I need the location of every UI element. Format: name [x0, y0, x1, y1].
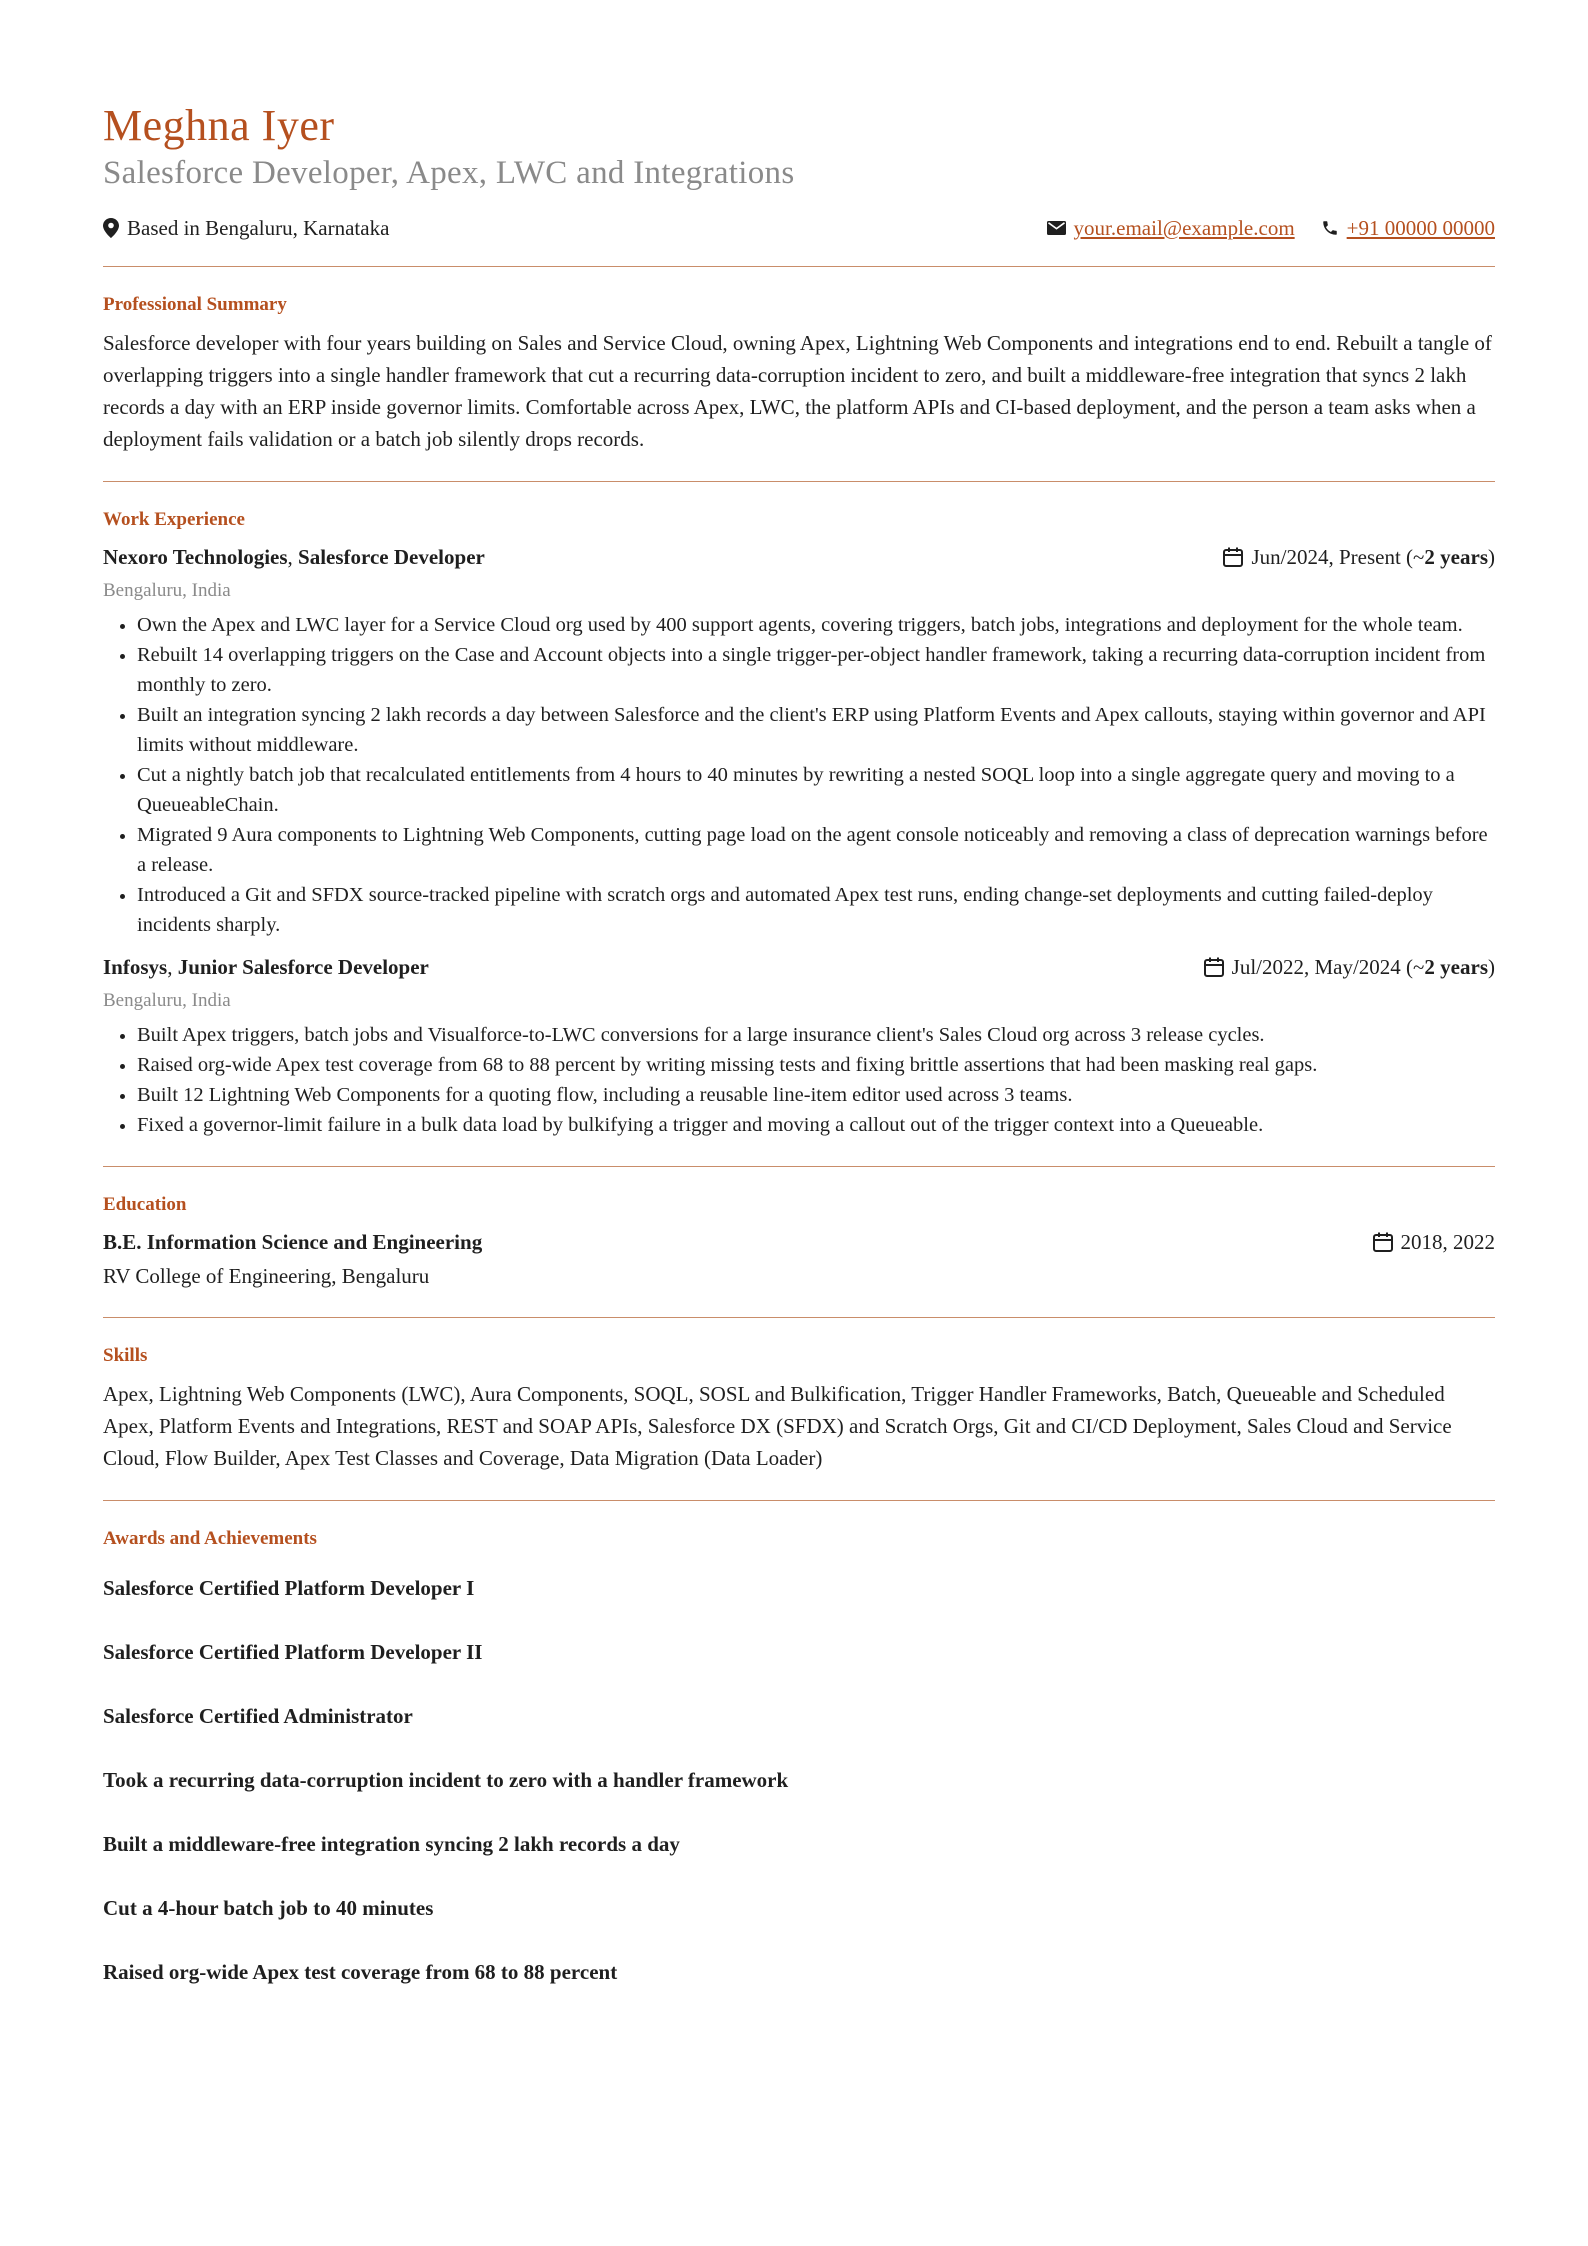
location-text: Based in Bengaluru, Karnataka — [127, 216, 390, 240]
summary-text: Salesforce developer with four years building on Sales and Service Cloud, owning Apex, Lightning Web Components and integrations end to end. Rebuilt a tangle of overlapping triggers into a single handler framework that cut a recurring data-corruption incident to zero, and built a middleware-free integration that syncs 2 lakh records a day with an ERP inside governor limits. Comfortable across Apex, LWC, the platform APIs and CI-based deployment, and the person a team asks when a deployment fails validation or a batch job silently drops records. — [103, 331, 1492, 451]
education-degree: B.E. Information Science and Engineering — [103, 1230, 483, 1254]
list-item: • Rebuilt 14 overlapping triggers on the Case and Account objects into a single trigger-per-object handler framework, taking a recurring data-corruption incident from monthly to zero. — [137, 640, 1495, 700]
job-bullets — [103, 610, 1495, 940]
list-item: • Cut a nightly batch job that recalculated entitlements from 4 hours to 40 minutes by rewriting a nested SOQL loop into a single aggregate query and moving to a QueueableChain. — [137, 760, 1495, 820]
awards-list — [103, 1573, 1495, 1987]
job-title-line: Infosys, Junior Salesforce Developer — [103, 955, 429, 979]
job-dates — [1222, 542, 1495, 572]
experience-section — [103, 482, 1495, 1166]
education-dates — [1372, 1227, 1496, 1257]
job-title-line: Nexoro Technologies, Salesforce Developer — [103, 545, 485, 569]
skills-section — [103, 1318, 1495, 1500]
job-entry — [103, 542, 1495, 940]
email-link[interactable]: your.email@example.com — [1073, 216, 1295, 240]
list-item: • Built 12 Lightning Web Components for a quoting flow, including a reusable line-item editor used across 3 teams. — [137, 1080, 1495, 1110]
resume-page — [103, 100, 1495, 2013]
job-bullets — [103, 1020, 1495, 1140]
award-item: Salesforce Certified Platform Developer I — [103, 1576, 475, 1600]
candidate-title: Salesforce Developer, Apex, LWC and Integrations — [103, 155, 795, 191]
location-pin-icon — [103, 218, 119, 238]
list-item: • Own the Apex and LWC layer for a Service Cloud org used by 400 support agents, covering triggers, batch jobs, integrations and deployment for the whole team. — [137, 610, 1495, 640]
job-duration: 2 years — [1424, 955, 1488, 979]
summary-section — [103, 267, 1495, 481]
job-dates — [1203, 952, 1495, 982]
job-location: Bengaluru, India — [103, 580, 231, 601]
skills-text: Apex, Lightning Web Components (LWC), Aura Components, SOQL, SOSL and Bulkification, Trigger Handler Frameworks, Batch, Queueable and Scheduled Apex, Platform Events and Integrations, REST and SOAP APIs, Salesforce DX (SFDX) and Scratch Orgs, Git and CI/CD Deployment, Sales Cloud and Service Cloud, Flow Builder, Apex Test Classes and Coverage, Data Migration (Data Loader) — [103, 1382, 1452, 1470]
award-item: Salesforce Certified Platform Developer II — [103, 1640, 483, 1664]
education-header — [103, 1227, 1495, 1257]
job-company: Infosys — [103, 955, 168, 979]
contact-location — [103, 214, 389, 242]
awards-heading: Awards and Achievements — [103, 1528, 317, 1549]
contact-links — [1047, 214, 1495, 242]
list-item: • Fixed a governor-limit failure in a bulk data load by bulkifying a trigger and moving a callout out of the trigger context into a Queueable. — [137, 1110, 1495, 1140]
award-item: Cut a 4-hour batch job to 40 minutes — [103, 1896, 434, 1920]
job-header — [103, 952, 1495, 982]
award-item: Built a middleware-free integration syncing 2 lakh records a day — [103, 1832, 680, 1856]
experience-heading: Work Experience — [103, 509, 245, 530]
list-item: • Raised org-wide Apex test coverage from 68 to 88 percent by writing missing tests and fixing brittle assertions that had been masking real gaps. — [137, 1050, 1495, 1080]
list-item: • Built Apex triggers, batch jobs and Visualforce-to-LWC conversions for a large insurance client's Sales Cloud org across 3 release cycles. — [137, 1020, 1495, 1050]
calendar-icon — [1372, 1231, 1394, 1253]
education-school: RV College of Engineering, Bengaluru — [103, 1264, 430, 1288]
education-heading: Education — [103, 1194, 187, 1215]
contact-email — [1047, 214, 1295, 242]
list-item: • Built an integration syncing 2 lakh records a day between Salesforce and the client's ERP using Platform Events and Apex callouts, staying within governor and API limits without middleware. — [137, 700, 1495, 760]
contact-row — [103, 214, 1495, 242]
skills-heading: Skills — [103, 1345, 148, 1366]
phone-icon — [1321, 219, 1339, 237]
award-item: Raised org-wide Apex test coverage from 68 to 88 percent — [103, 1960, 618, 1984]
job-header — [103, 542, 1495, 572]
job-date-close: ) — [1488, 545, 1495, 569]
phone-link[interactable]: +91 00000 00000 — [1346, 216, 1495, 240]
job-entry — [103, 952, 1495, 1140]
candidate-name: Meghna Iyer — [103, 101, 335, 150]
job-date-range: Jun/2024, Present (~ — [1251, 545, 1425, 569]
contact-phone — [1321, 214, 1495, 242]
summary-heading: Professional Summary — [103, 294, 287, 315]
education-date-range: 2018, 2022 — [1400, 1230, 1495, 1254]
calendar-icon — [1222, 546, 1244, 568]
job-company: Nexoro Technologies — [103, 545, 288, 569]
job-date-close: ) — [1488, 955, 1495, 979]
envelope-icon — [1047, 221, 1066, 235]
list-item: • Migrated 9 Aura components to Lightning Web Components, cutting page load on the agent console noticeably and removing a class of deprecation warnings before a release. — [137, 820, 1495, 880]
job-role: Salesforce Developer — [298, 545, 485, 569]
list-item: • Introduced a Git and SFDX source-tracked pipeline with scratch orgs and automated Apex test runs, ending change-set deployments and cutting failed-deploy incidents sharply. — [137, 880, 1495, 940]
education-section — [103, 1167, 1495, 1317]
job-location: Bengaluru, India — [103, 990, 231, 1011]
job-date-range: Jul/2022, May/2024 (~ — [1231, 955, 1425, 979]
award-item: Salesforce Certified Administrator — [103, 1704, 413, 1728]
job-role: Junior Salesforce Developer — [177, 955, 429, 979]
awards-section — [103, 1501, 1495, 2013]
job-duration: 2 years — [1424, 545, 1488, 569]
award-item: Took a recurring data-corruption incident to zero with a handler framework — [103, 1768, 789, 1792]
calendar-icon — [1203, 956, 1225, 978]
